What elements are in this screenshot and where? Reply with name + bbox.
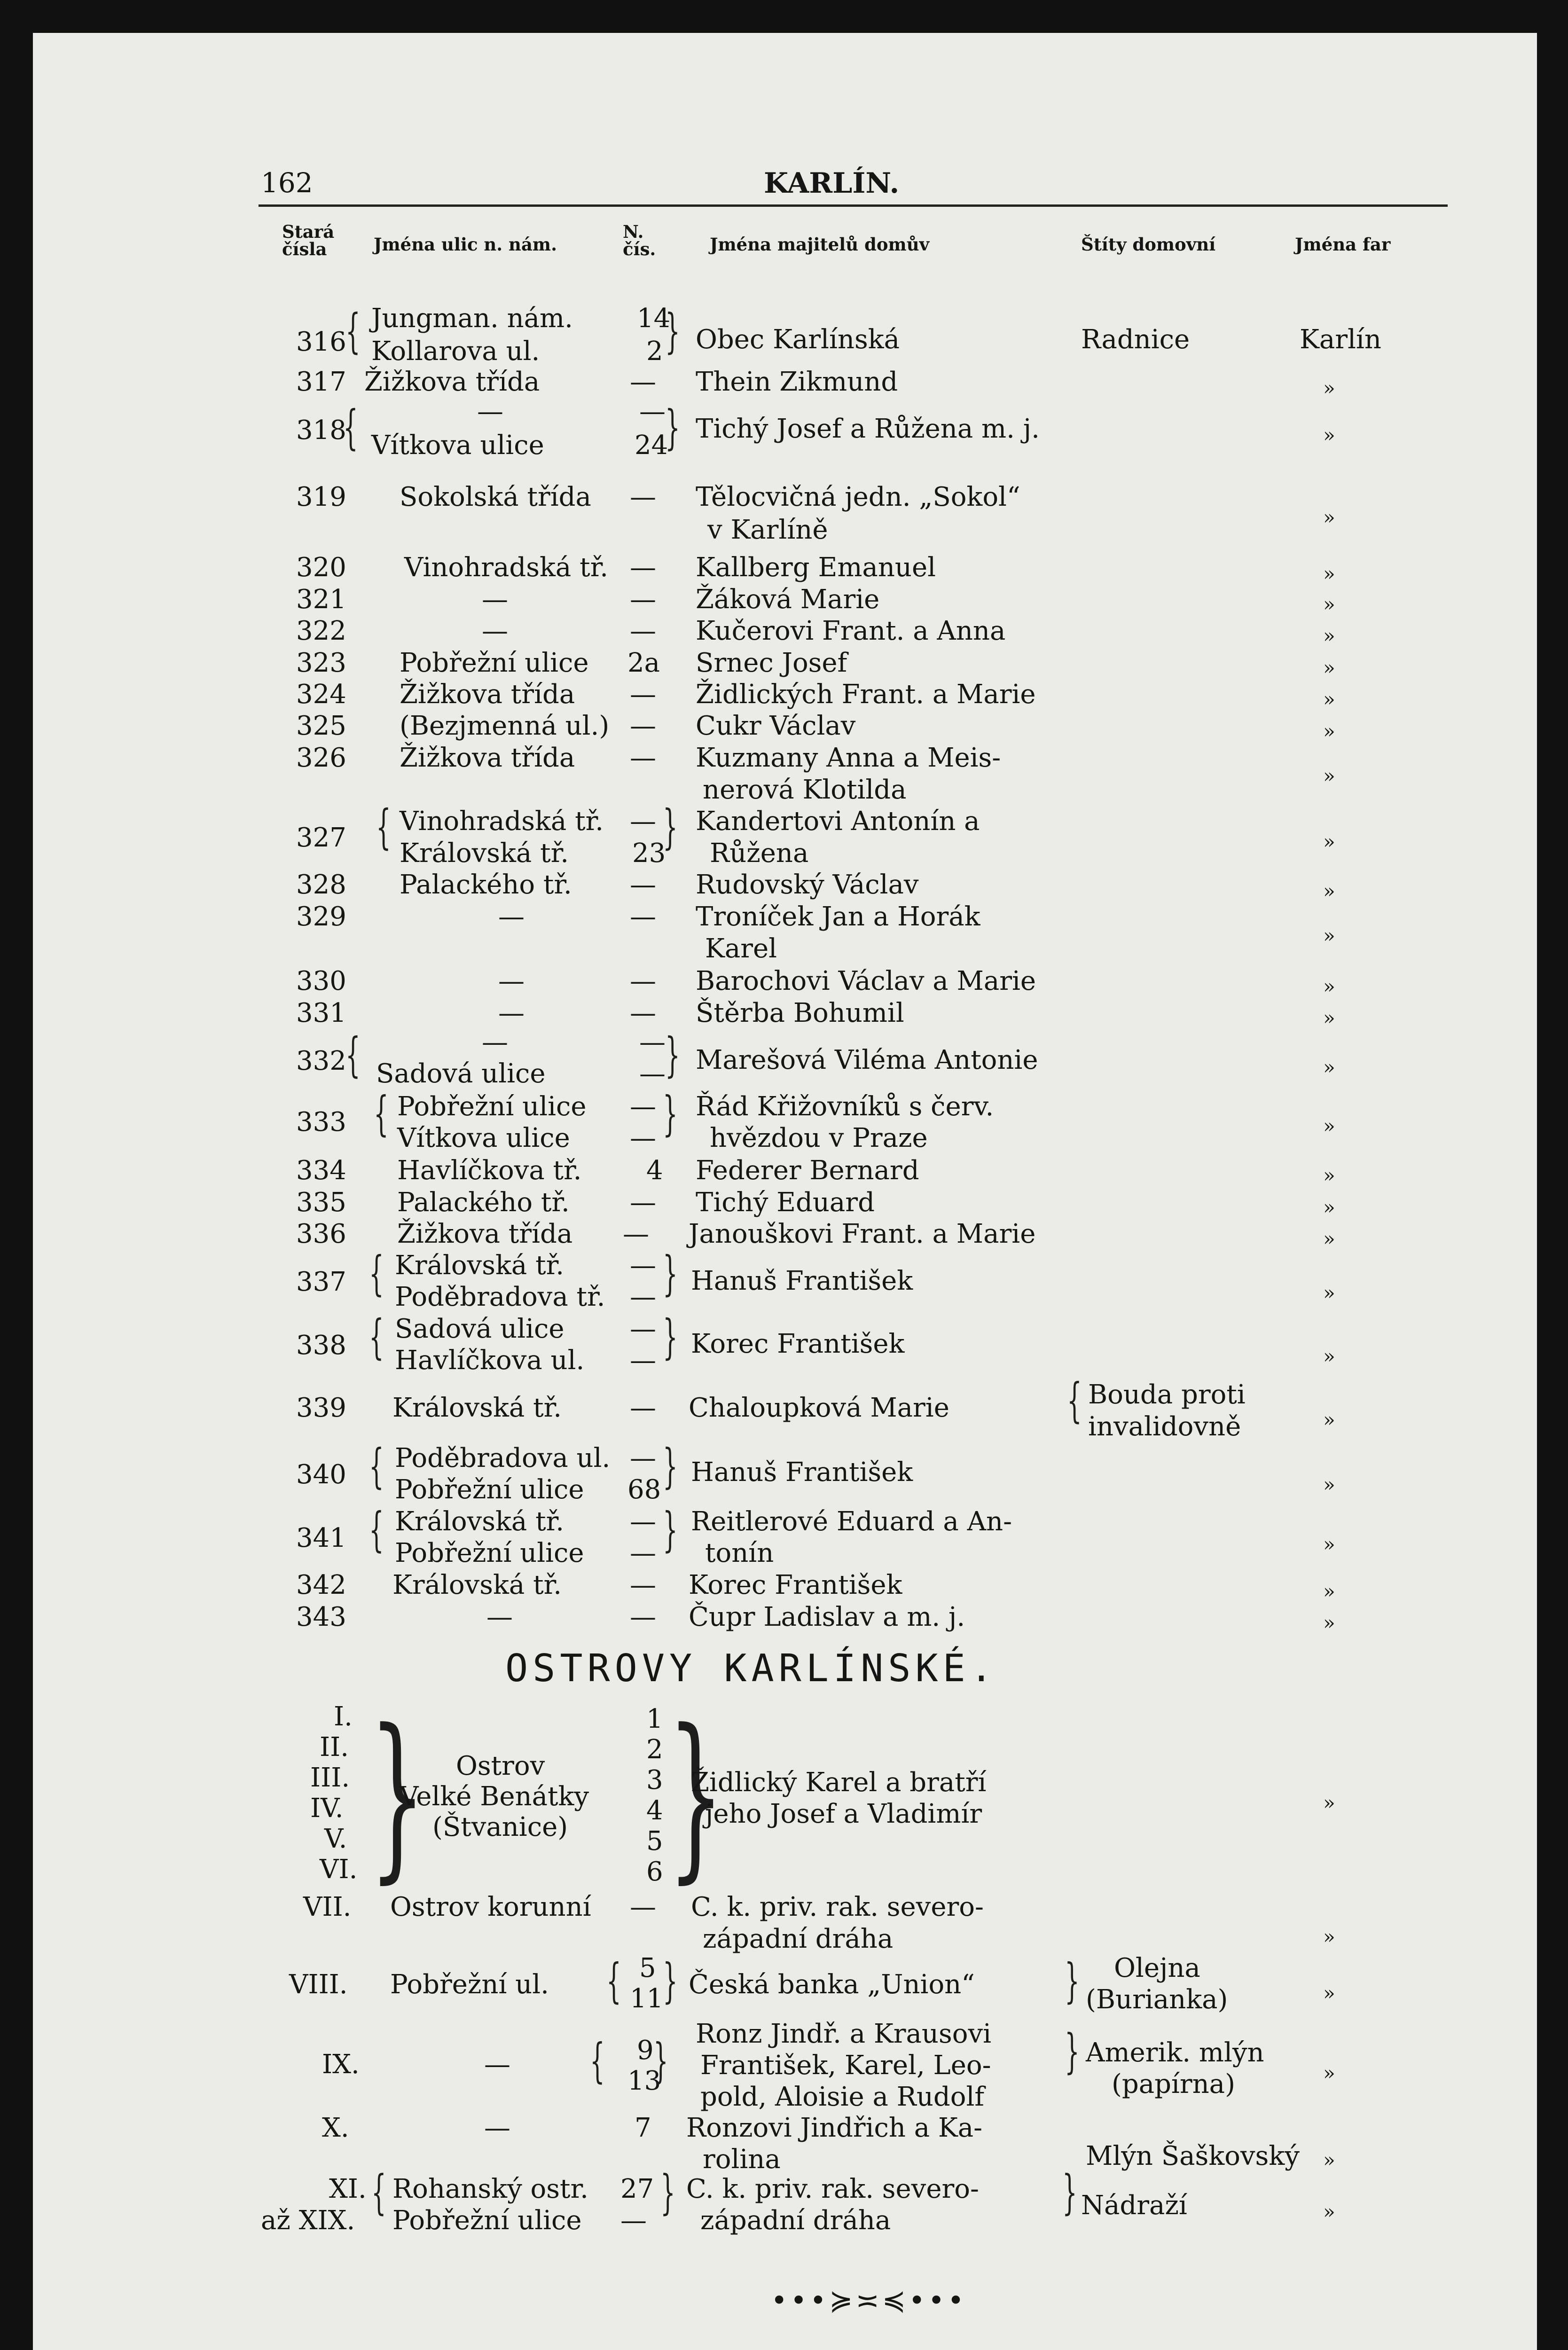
house-number: 23 bbox=[632, 838, 666, 869]
owner: jeho Josef a Vladimír bbox=[705, 1799, 982, 1829]
parish: » bbox=[1323, 1580, 1335, 1603]
owner: Ronzovi Jindřich a Ka- bbox=[686, 2113, 983, 2143]
house-number: — bbox=[639, 1058, 666, 1089]
street: Královská tř. bbox=[400, 838, 569, 869]
street: Žižkova třída bbox=[400, 743, 575, 773]
owner: Tichý Eduard bbox=[696, 1187, 875, 1218]
house-sign: invalidovně bbox=[1088, 1411, 1241, 1442]
owner: František, Karel, Leo- bbox=[700, 2050, 991, 2081]
owner: Korec František bbox=[691, 1329, 905, 1359]
house-number: — bbox=[630, 1250, 656, 1281]
house-number: — bbox=[630, 711, 656, 741]
house-sign: Olejna bbox=[1114, 1953, 1200, 1983]
old-number: 341 bbox=[296, 1523, 346, 1553]
house-number: — bbox=[630, 1314, 656, 1344]
street: Královská tř. bbox=[392, 1570, 562, 1600]
house-number: — bbox=[630, 616, 656, 646]
owner: Kallberg Emanuel bbox=[696, 552, 936, 583]
house-number: — bbox=[630, 1892, 656, 1922]
owner: Česká banka „Union“ bbox=[689, 1969, 975, 2000]
col-owners: Jména majitelů domův bbox=[710, 234, 930, 255]
parish: » bbox=[1323, 1227, 1335, 1250]
parish: » bbox=[1323, 506, 1335, 529]
owner: Řád Křižovníků s červ. bbox=[696, 1091, 994, 1122]
street: Sadová ulice bbox=[376, 1058, 546, 1089]
left-brace: { bbox=[371, 2165, 386, 2220]
parish: Karlín bbox=[1300, 324, 1381, 355]
right-brace: } bbox=[667, 1691, 724, 1899]
owner: Tělocvičná jedn. „Sokol“ bbox=[696, 482, 1020, 512]
house-number: 13 bbox=[627, 2066, 661, 2096]
parish: » bbox=[1323, 1056, 1335, 1079]
street: — bbox=[484, 2049, 510, 2080]
right-brace: } bbox=[663, 1309, 678, 1364]
owner: Ronz Jindř. a Krausovi bbox=[696, 2019, 991, 2049]
parish: » bbox=[1323, 720, 1335, 743]
col-parish: Jména far bbox=[1295, 234, 1391, 255]
left-brace: { bbox=[376, 799, 391, 854]
parish: » bbox=[1323, 830, 1335, 853]
parish: » bbox=[1323, 376, 1335, 400]
left-brace: { bbox=[369, 1246, 384, 1301]
house-number: — bbox=[630, 1282, 656, 1312]
street: Havlíčkova tř. bbox=[397, 1155, 582, 1186]
right-brace: } bbox=[665, 400, 680, 455]
house-number: 2a bbox=[627, 648, 660, 678]
parish: » bbox=[1323, 1114, 1335, 1137]
roman-number: V. bbox=[324, 1824, 347, 1854]
book-page bbox=[33, 33, 1537, 2350]
old-number: 328 bbox=[296, 870, 346, 900]
parish: » bbox=[1323, 975, 1335, 998]
parish: » bbox=[1323, 2061, 1335, 2084]
old-number: 337 bbox=[296, 1267, 346, 1297]
parish: » bbox=[1323, 879, 1335, 902]
house-number: 5 bbox=[646, 1826, 663, 1856]
old-number: 335 bbox=[296, 1187, 346, 1218]
street: Jungman. nám. bbox=[371, 303, 573, 334]
street: Kollarova ul. bbox=[371, 336, 540, 367]
owner: Srnec Josef bbox=[696, 648, 847, 678]
house-number: 11 bbox=[630, 1983, 664, 2014]
roman-number: XI. bbox=[329, 2174, 367, 2204]
house-number: — bbox=[630, 901, 656, 932]
owner: Chaloupková Marie bbox=[689, 1393, 949, 1423]
left-brace: { bbox=[369, 1502, 384, 1557]
owner: Karel bbox=[705, 933, 777, 964]
house-number: 2 bbox=[646, 336, 663, 367]
roman-number: až XIX. bbox=[261, 2205, 355, 2236]
street: — bbox=[482, 1027, 508, 1058]
old-number: 320 bbox=[296, 552, 346, 583]
owner: Barochovi Václav a Marie bbox=[696, 966, 1036, 996]
house-number: — bbox=[630, 482, 656, 512]
house-number: — bbox=[630, 1345, 656, 1376]
roman-number: IV. bbox=[310, 1793, 344, 1824]
street: — bbox=[482, 616, 508, 646]
old-number: 322 bbox=[296, 616, 346, 646]
old-number: 330 bbox=[296, 966, 346, 996]
right-brace: } bbox=[663, 1439, 678, 1494]
owner: Hanuš František bbox=[691, 1266, 913, 1296]
old-number: 338 bbox=[296, 1330, 346, 1361]
street: Vinohradská tř. bbox=[400, 806, 604, 837]
col-house-number: N. čís. bbox=[623, 221, 656, 259]
old-number: 318 bbox=[296, 415, 346, 446]
house-number: — bbox=[630, 998, 656, 1028]
parish: » bbox=[1323, 688, 1335, 711]
house-number: 4 bbox=[646, 1795, 663, 1826]
owner: C. k. priv. rak. severo- bbox=[686, 2174, 979, 2204]
house-number: — bbox=[630, 806, 656, 837]
street: Žižkova třída bbox=[397, 1219, 573, 1249]
street: — bbox=[498, 998, 525, 1028]
owner: Cukr Václav bbox=[696, 711, 856, 741]
street: — bbox=[477, 396, 503, 427]
old-number: 333 bbox=[296, 1107, 346, 1137]
roman-number: VI. bbox=[320, 1854, 358, 1885]
house-number: — bbox=[630, 1443, 656, 1473]
street: Ostrov korunní bbox=[390, 1892, 591, 1922]
house-sign: (papírna) bbox=[1112, 2069, 1235, 2099]
house-number: — bbox=[630, 870, 656, 900]
house-number: 24 bbox=[635, 430, 668, 461]
right-brace: } bbox=[663, 1246, 678, 1301]
street: Pobřežní ulice bbox=[400, 648, 589, 678]
owner: pold, Aloisie a Rudolf bbox=[700, 2082, 985, 2112]
owner: tonín bbox=[705, 1538, 774, 1568]
street: Poděbradova ul. bbox=[395, 1443, 611, 1473]
house-number: — bbox=[630, 1506, 656, 1537]
owner: Štěrba Bohumil bbox=[696, 998, 904, 1028]
old-number: 343 bbox=[296, 1602, 346, 1632]
old-number: 342 bbox=[296, 1570, 346, 1600]
owner: Čupr Ladislav a m. j. bbox=[689, 1602, 965, 1632]
house-number: 4 bbox=[646, 1155, 663, 1186]
left-brace: { bbox=[345, 304, 361, 359]
right-brace: } bbox=[665, 1027, 680, 1082]
street: — bbox=[498, 966, 525, 996]
right-brace: } bbox=[660, 2165, 675, 2220]
street: Pobřežní ulice bbox=[397, 1091, 587, 1122]
old-number: 321 bbox=[296, 584, 346, 615]
parish: » bbox=[1323, 1345, 1335, 1368]
parish: » bbox=[1323, 1791, 1335, 1814]
owner: Thein Zikmund bbox=[696, 367, 898, 397]
owner: Marešová Viléma Antonie bbox=[696, 1045, 1038, 1075]
roman-number: I. bbox=[334, 1701, 353, 1732]
owner: Kuzmany Anna a Meis- bbox=[696, 743, 1001, 773]
roman-number: IX. bbox=[322, 2049, 360, 2080]
right-brace: } bbox=[665, 304, 680, 359]
running-title: KARLÍN. bbox=[764, 167, 900, 200]
parish: » bbox=[1323, 624, 1335, 647]
house-number: 6 bbox=[646, 1856, 663, 1887]
left-brace: { bbox=[343, 400, 358, 455]
old-number: 317 bbox=[296, 367, 346, 397]
house-number: — bbox=[630, 1123, 656, 1153]
street: — bbox=[498, 901, 525, 932]
owner: Tichý Josef a Růžena m. j. bbox=[696, 414, 1040, 444]
parish: » bbox=[1323, 562, 1335, 585]
old-number: 329 bbox=[296, 901, 346, 932]
old-number: 334 bbox=[296, 1155, 346, 1186]
owner: rolina bbox=[703, 2144, 781, 2175]
street: Sokolská třída bbox=[400, 482, 591, 512]
parish: » bbox=[1323, 1611, 1335, 1634]
right-brace: } bbox=[663, 1953, 678, 2008]
house-number: 7 bbox=[635, 2113, 651, 2143]
parish: » bbox=[1323, 1925, 1335, 1948]
house-number: 27 bbox=[620, 2174, 654, 2204]
right-brace: } bbox=[1065, 1953, 1080, 2008]
street: Královská tř. bbox=[395, 1506, 564, 1537]
house-number: 14 bbox=[637, 303, 671, 334]
house-number: — bbox=[630, 743, 656, 773]
parish: » bbox=[1323, 1533, 1335, 1556]
house-number: — bbox=[630, 1538, 656, 1568]
street: Vinohradská tř. bbox=[404, 552, 608, 583]
house-number: — bbox=[630, 367, 656, 397]
house-sign: Radnice bbox=[1081, 324, 1190, 355]
parish: » bbox=[1323, 2200, 1335, 2223]
house-number: — bbox=[630, 1570, 656, 1600]
islands-heading: OSTROVY KARLÍNSKÉ. bbox=[505, 1646, 997, 1690]
street: Pobřežní ulice bbox=[395, 1474, 584, 1505]
street: Královská tř. bbox=[395, 1250, 564, 1281]
parish: » bbox=[1323, 1006, 1335, 1029]
right-brace: } bbox=[663, 1086, 678, 1141]
roman-number: X. bbox=[322, 2113, 349, 2143]
street: — bbox=[486, 1602, 513, 1632]
roman-number: VIII. bbox=[289, 1969, 348, 2000]
owner: Žáková Marie bbox=[696, 584, 880, 615]
col-old-numbers: Stará čísla bbox=[282, 221, 335, 259]
entry-islands-xi-xix bbox=[33, 33, 1537, 2350]
owner: Hanuš František bbox=[691, 1457, 913, 1488]
right-brace: } bbox=[653, 2033, 668, 2088]
parish: » bbox=[1323, 1281, 1335, 1304]
old-number: 339 bbox=[296, 1393, 346, 1423]
owner: Židlických Frant. a Marie bbox=[696, 679, 1036, 710]
island-name: Ostrov bbox=[456, 1751, 545, 1781]
owner: západní dráha bbox=[700, 2205, 891, 2236]
old-number: 331 bbox=[296, 998, 346, 1028]
street: Pobřežní ul. bbox=[390, 1969, 549, 2000]
street: Palackého tř. bbox=[400, 870, 572, 900]
owner: Růžena bbox=[710, 838, 809, 869]
owner: Troníček Jan a Horák bbox=[696, 901, 980, 932]
house-number: — bbox=[630, 966, 656, 996]
house-number: — bbox=[639, 1027, 666, 1058]
owner: nerová Klotilda bbox=[703, 775, 907, 805]
island-name: Velké Benátky bbox=[400, 1781, 589, 1812]
left-brace: { bbox=[606, 1953, 621, 2008]
old-number: 323 bbox=[296, 648, 346, 678]
right-brace: } bbox=[1065, 2024, 1080, 2079]
old-number: 316 bbox=[296, 327, 346, 357]
right-brace: } bbox=[1062, 2165, 1077, 2220]
left-brace: { bbox=[374, 1086, 389, 1141]
street: Vítkova ulice bbox=[371, 430, 544, 461]
street: Žižkova třída bbox=[364, 367, 540, 397]
col-house-signs: Štíty domovní bbox=[1081, 234, 1216, 255]
owner: Reitlerové Eduard a An- bbox=[691, 1506, 1012, 1537]
left-brace: { bbox=[345, 1027, 361, 1082]
old-number: 327 bbox=[296, 822, 346, 853]
island-name: (Štvanice) bbox=[432, 1812, 568, 1842]
street: — bbox=[482, 584, 508, 615]
owner: Korec František bbox=[689, 1570, 902, 1600]
street: Rohanský ostr. bbox=[392, 2174, 588, 2204]
house-number: — bbox=[630, 1602, 656, 1632]
page-number: 162 bbox=[261, 167, 313, 199]
right-brace: } bbox=[663, 799, 678, 854]
street: Královská tř. bbox=[392, 1393, 562, 1423]
street: Sadová ulice bbox=[395, 1314, 564, 1344]
house-number: 3 bbox=[646, 1765, 663, 1795]
house-sign: Bouda proti bbox=[1088, 1379, 1246, 1410]
house-number: — bbox=[630, 552, 656, 583]
house-sign: Nádraží bbox=[1081, 2190, 1187, 2221]
left-brace: { bbox=[1067, 1373, 1082, 1428]
parish: » bbox=[1323, 656, 1335, 679]
owner: Rudovský Václav bbox=[696, 870, 919, 900]
house-number: 1 bbox=[646, 1704, 663, 1734]
old-number: 324 bbox=[296, 679, 346, 710]
right-brace: } bbox=[369, 1691, 426, 1899]
street: (Bezjmenná ul.) bbox=[400, 711, 610, 741]
roman-number: III. bbox=[310, 1762, 350, 1793]
col-street-names: Jména ulic n. nám. bbox=[374, 234, 557, 255]
owner: v Karlíně bbox=[707, 515, 828, 545]
house-sign: Amerik. mlýn bbox=[1086, 2037, 1264, 2068]
old-number: 332 bbox=[296, 1046, 346, 1076]
house-number: 2 bbox=[646, 1734, 663, 1765]
parish: » bbox=[1323, 423, 1335, 446]
street: Vítkova ulice bbox=[397, 1123, 570, 1153]
owner: C. k. priv. rak. severo- bbox=[691, 1892, 984, 1922]
house-sign: Mlýn Šaškovský bbox=[1086, 2141, 1300, 2171]
old-number: 326 bbox=[296, 743, 346, 773]
parish: » bbox=[1323, 1982, 1335, 2005]
owner: hvězdou v Praze bbox=[710, 1123, 928, 1153]
owner: Kandertovi Antonín a bbox=[696, 806, 980, 837]
closing-ornament: •••≽≍≼••• bbox=[771, 2284, 967, 2317]
old-number: 340 bbox=[296, 1459, 346, 1490]
house-number: 5 bbox=[639, 1953, 656, 1983]
parish: » bbox=[1323, 764, 1335, 787]
house-number: 9 bbox=[637, 2035, 654, 2066]
parish: » bbox=[1323, 593, 1335, 616]
owner: západní dráha bbox=[703, 1924, 894, 1954]
street: Žižkova třída bbox=[400, 679, 575, 710]
left-brace: { bbox=[369, 1439, 384, 1494]
house-number: — bbox=[639, 396, 666, 427]
roman-number: VII. bbox=[303, 1892, 352, 1922]
owner: Federer Bernard bbox=[696, 1155, 919, 1186]
street: — bbox=[484, 2113, 510, 2143]
left-brace: { bbox=[590, 2033, 605, 2088]
house-number: — bbox=[620, 2205, 647, 2236]
roman-number: II. bbox=[320, 1732, 349, 1762]
parish: » bbox=[1323, 1473, 1335, 1496]
street: Havlíčkova ul. bbox=[395, 1345, 585, 1376]
house-number: — bbox=[623, 1219, 649, 1249]
old-number: 325 bbox=[296, 711, 346, 741]
old-number: 336 bbox=[296, 1219, 346, 1249]
street: Palackého tř. bbox=[397, 1187, 570, 1218]
owner: Obec Karlínská bbox=[696, 324, 900, 355]
house-number: — bbox=[630, 1393, 656, 1423]
street: Poděbradova tř. bbox=[395, 1282, 605, 1312]
parish: » bbox=[1323, 1164, 1335, 1187]
house-number: 68 bbox=[627, 1474, 661, 1505]
house-sign: (Burianka) bbox=[1086, 1984, 1228, 2015]
owner: Janouškovi Frant. a Marie bbox=[689, 1219, 1036, 1249]
parish: » bbox=[1323, 2148, 1335, 2171]
owner: Kučerovi Frant. a Anna bbox=[696, 616, 1006, 646]
left-brace: { bbox=[369, 1309, 384, 1364]
parish: » bbox=[1323, 1196, 1335, 1219]
street: Pobřežní ulice bbox=[392, 2205, 582, 2236]
parish: » bbox=[1323, 1408, 1335, 1431]
right-brace: } bbox=[663, 1502, 678, 1557]
street: Pobřežní ulice bbox=[395, 1538, 584, 1568]
house-number: — bbox=[630, 584, 656, 615]
house-number: — bbox=[630, 679, 656, 710]
house-number: — bbox=[630, 1187, 656, 1218]
house-number: — bbox=[630, 1091, 656, 1122]
parish: » bbox=[1323, 924, 1335, 947]
owner: Židlický Karel a bratří bbox=[691, 1767, 987, 1798]
old-number: 319 bbox=[296, 482, 346, 512]
